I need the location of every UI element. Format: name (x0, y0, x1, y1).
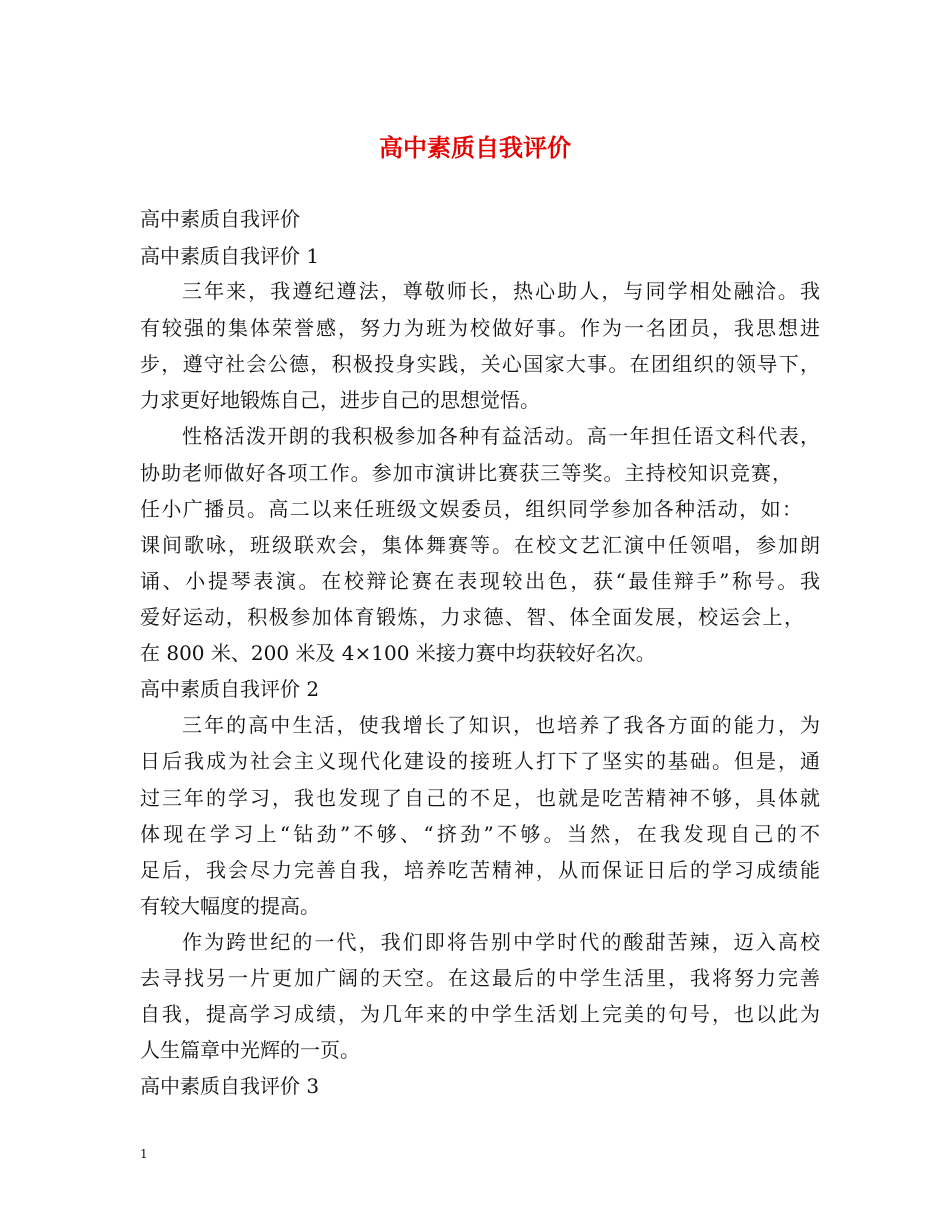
text-line: 力求更好地锻炼自己，进步自己的思想觉悟。 (140, 388, 540, 412)
text-line: 爱好运动，积极参加体育锻炼，力求德、智、体全面发展，校运会上， (140, 605, 804, 629)
text-line: 高中素质自我评价 (140, 207, 300, 231)
document-title: 高中素质自我评价 (379, 133, 571, 162)
text-line: 三年来，我遵纪遵法，尊敬师长，热心助人，与同学相处融洽。我 (182, 279, 820, 303)
text-line: 去寻找另一片更加广阔的天空。在这最后的中学生活里，我将努力完善 (140, 966, 820, 990)
text-line: 步，遵守社会公德，积极投身实践，关心国家大事。在团组织的领导下， (140, 352, 820, 376)
text-line: 课间歌咏，班级联欢会，集体舞赛等。在校文艺汇演中任领唱，参加朗 (140, 533, 820, 557)
text-line: 作为跨世纪的一代，我们即将告别中学时代的酸甜苦辣，迈入高校 (182, 930, 820, 954)
text-line: 性格活泼开朗的我积极参加各种有益活动。高一年担任语文科代表， (182, 424, 820, 448)
text-line: 任小广播员。高二以来任班级文娱委员，组织同学参加各种活动，如： (140, 497, 802, 521)
text-line: 体现在学习上“钻劲”不够、“挤劲”不够。当然，在我发现自己的不 (140, 822, 820, 846)
text-line: 协助老师做好各项工作。参加市演讲比赛获三等奖。主持校知识竞赛， (140, 461, 792, 485)
text-line: 足后，我会尽力完善自我，培养吃苦精神，从而保证日后的学习成绩能 (140, 858, 820, 882)
text-line: 三年的高中生活，使我增长了知识，也培养了我各方面的能力，为 (182, 713, 820, 737)
text-line: 有较强的集体荣誉感，努力为班为校做好事。作为一名团员，我思想进 (140, 316, 820, 340)
text-line: 有较大幅度的提高。 (140, 894, 320, 918)
section-heading: 高中素质自我评价 3 (140, 1074, 320, 1098)
text-line: 过三年的学习，我也发现了自己的不足，也就是吃苦精神不够，具体就 (140, 786, 820, 810)
section-heading: 高中素质自我评价 1 (140, 244, 320, 268)
text-line: 在 800 米、200 米及 4×100 米接力赛中均获较好名次。 (140, 641, 656, 665)
text-line: 自我，提高学习成绩，为几年来的中学生活划上完美的句号，也以此为 (140, 1002, 820, 1026)
section-heading: 高中素质自我评价 2 (140, 677, 320, 701)
page-number: 1 (140, 1147, 148, 1161)
text-line: 人生篇章中光辉的一页。 (140, 1038, 360, 1062)
text-line: 日后我成为社会主义现代化建设的接班人打下了坚实的基础。但是，通 (140, 749, 820, 773)
text-line: 诵、小提琴表演。在校辩论赛在表现较出色，获“最佳辩手”称号。我 (140, 569, 820, 593)
